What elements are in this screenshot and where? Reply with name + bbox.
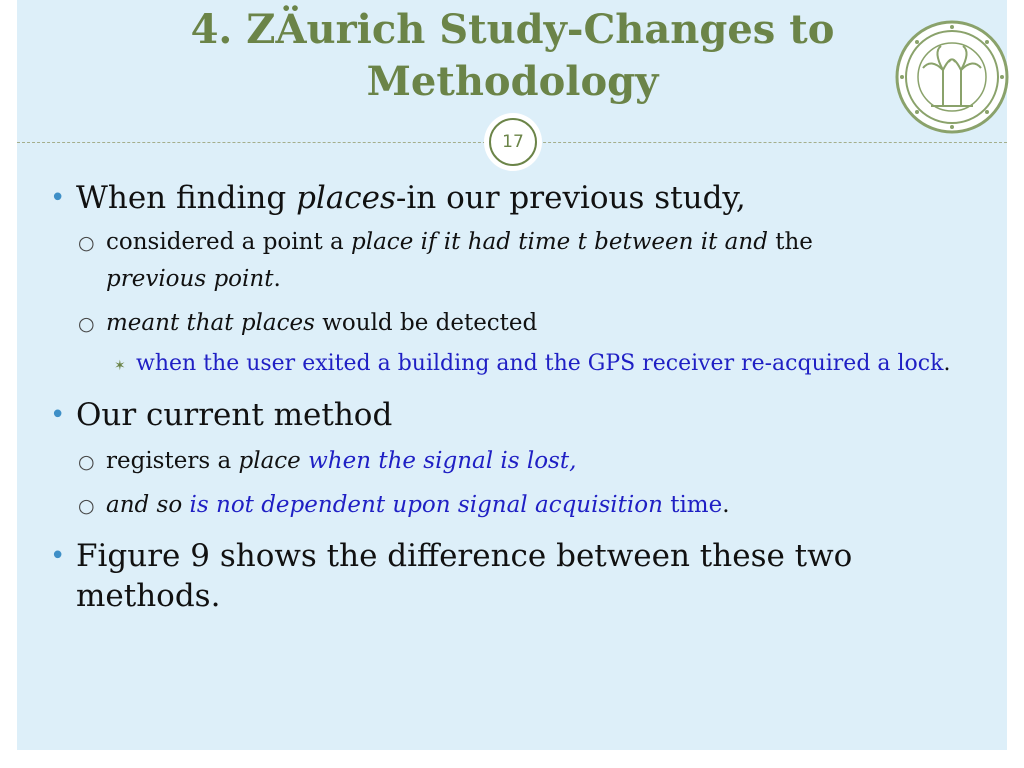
bullet-1-sub-1: ○ considered a point a place if it had time t between it and the previous point. [44,224,984,298]
bullet-dot-icon: • [50,183,66,213]
circle-bullet-icon: ○ [78,313,95,335]
bullet-2: • Our current method [50,397,393,433]
star-bullet-icon: ✶ [114,358,126,374]
circle-bullet-icon: ○ [78,232,95,254]
bullet-1: • When finding places-in our previous study, [50,180,746,216]
circle-bullet-icon: ○ [78,495,95,517]
bullet-dot-icon: • [50,400,66,430]
slide-content [44,178,984,616]
bullet-1-sub-2: ○ meant that places would be detected [44,305,984,342]
bullet-1-sub-2-item: ✶ when the user exited a building and the GPS receiver re-acquired a lock. [44,347,984,381]
page-number: 17 [489,118,537,166]
bullet-dot-icon: • [50,541,66,571]
bullet-2-sub-1: ○ registers a place when the signal is lost, [44,443,984,480]
bullet-3: • Figure 9 shows the difference between these two methods. [50,538,853,614]
page-number-badge [484,113,542,171]
slide-title: 4. ZÄurich Study-Changes to Methodology [190,6,835,105]
circle-bullet-icon: ○ [78,451,95,473]
university-seal-icon [893,18,1011,136]
bullet-2-sub-2: ○ and so is not dependent upon signal acquisition time. [44,487,984,524]
